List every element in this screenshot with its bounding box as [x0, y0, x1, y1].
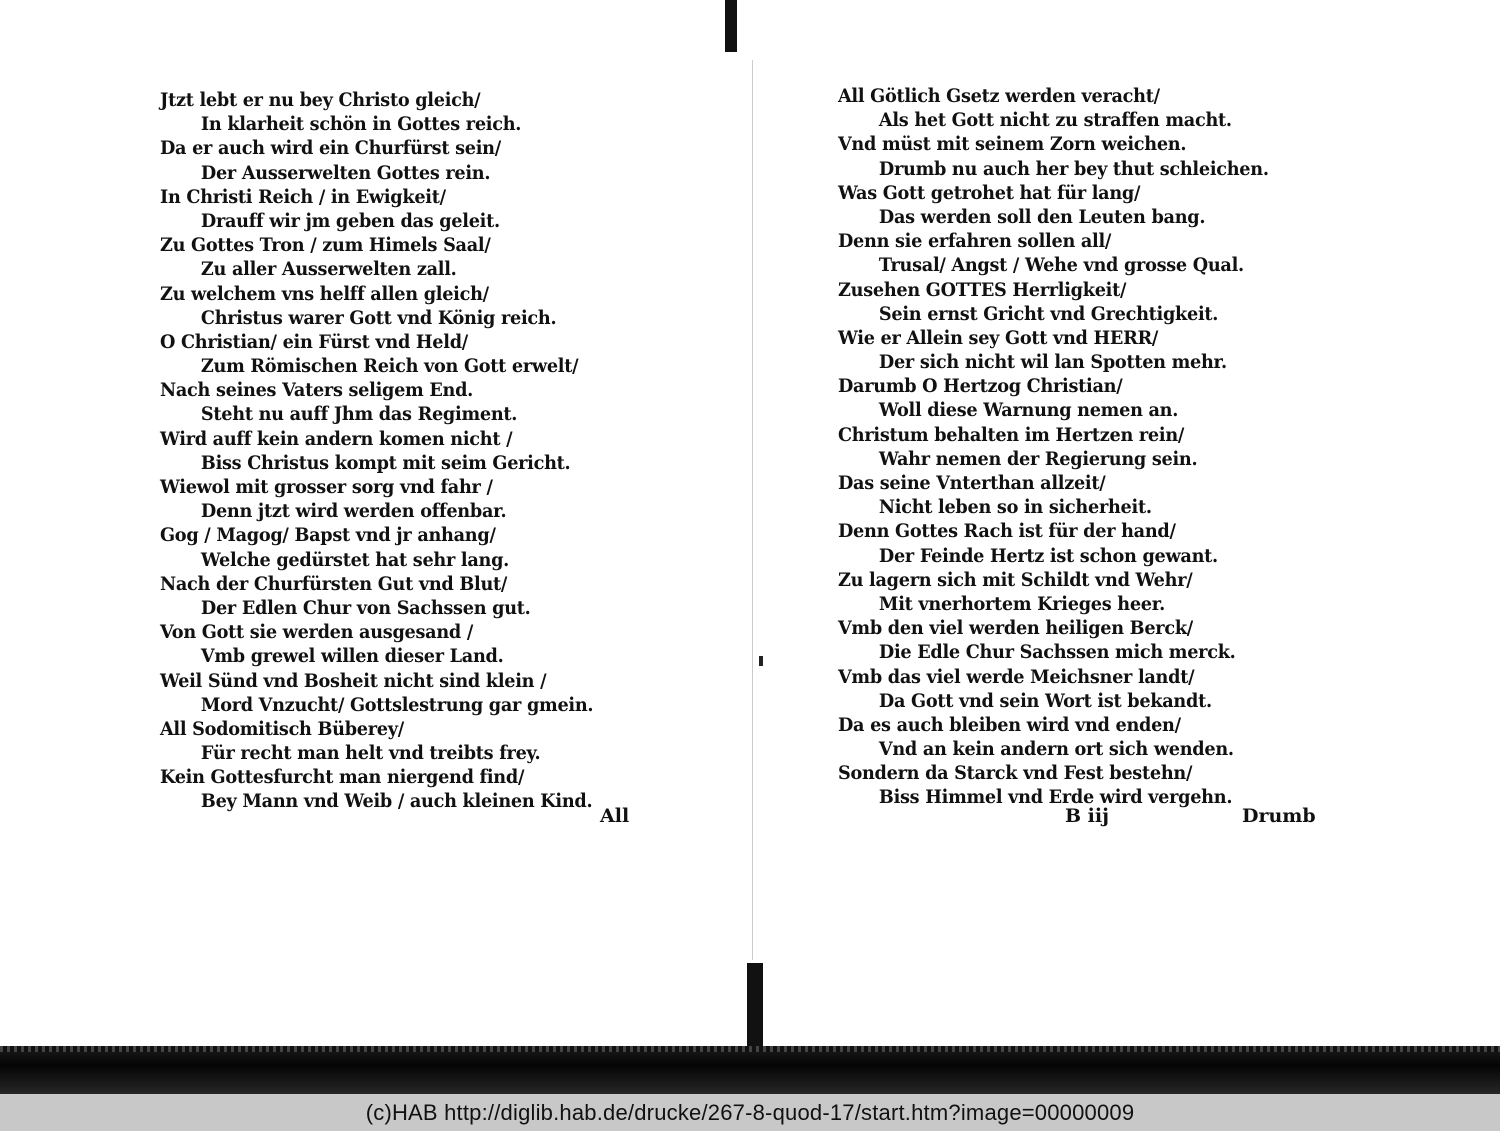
verse-line: Zusehen GOTTES Herrligkeit/	[838, 278, 1127, 301]
verse-line: Für recht man helt vnd treibts frey.	[200, 742, 541, 765]
verse-line: Welche gedürstet hat sehr lang.	[200, 548, 510, 571]
verse-line: Drauff wir jm geben das geleit.	[200, 209, 500, 232]
verse-line: Biss Himmel vnd Erde wird vergehn.	[878, 786, 1233, 809]
verse-line: Der Ausserwelten Gottes rein.	[200, 161, 491, 184]
verse-line: Sondern da Starck vnd Fest bestehn/	[838, 762, 1193, 785]
verse-line: Zu welchem vns helff allen gleich/	[160, 282, 489, 305]
verse-line: Nicht leben so in sicherheit.	[878, 496, 1152, 519]
verse-line: Christum behalten im Hertzen rein/	[838, 423, 1185, 446]
verse-line: Denn jtzt wird werden offenbar.	[200, 500, 507, 523]
right-page	[838, 84, 1398, 810]
verse-line: Das werden soll den Leuten bang.	[878, 205, 1206, 228]
verse-line: Der sich nicht wil lan Spotten mehr.	[878, 351, 1227, 374]
verse-line: In klarheit schön in Gottes reich.	[200, 113, 522, 136]
verse-line: Vmb grewel willen dieser Land.	[200, 645, 504, 668]
verse-line: Jtzt lebt er nu bey Christo gleich/	[160, 89, 481, 111]
verse-line: In Christi Reich / in Ewigkeit/	[160, 185, 446, 208]
verse-line: Mord Vnzucht/ Gottslestrung gar gmein.	[200, 693, 594, 716]
verse-line: Die Edle Chur Sachssen mich merck.	[878, 641, 1236, 664]
verse-line: Zu lagern sich mit Schildt vnd Wehr/	[838, 568, 1193, 591]
verse-line: Da er auch wird ein Churfürst sein/	[160, 137, 501, 160]
left-catchword: All	[600, 805, 630, 827]
verse-line: Darumb O Hertzog Christian/	[838, 375, 1123, 398]
verse-line: Denn Gottes Rach ist für der hand/	[838, 520, 1176, 543]
verse-line: Gog / Magog/ Bapst vnd jr anhang/	[160, 524, 496, 547]
verse-line: Wie er Allein sey Gott vnd HERR/	[838, 326, 1159, 349]
verse-line: Der Feinde Hertz ist schon gewant.	[878, 544, 1218, 567]
gutter-shadow-top	[725, 0, 737, 52]
gutter-shadow-bottom	[747, 963, 763, 1048]
verse-line: All Sodomitisch Büberey/	[160, 717, 404, 740]
verse-line: Steht nu auff Jhm das Regiment.	[200, 403, 518, 426]
verse-line: O Christian/ ein Fürst vnd Held/	[160, 330, 468, 353]
verse-line: Wahr nemen der Regierung sein.	[878, 447, 1198, 470]
verse-line: Biss Christus kompt mit seim Gericht.	[200, 451, 571, 474]
verse-line: All Götlich Gsetz werden veracht/	[838, 85, 1160, 107]
verse-line: Zum Römischen Reich von Gott erwelt/	[200, 355, 579, 378]
verse-line: Sein ernst Gricht vnd Grechtigkeit.	[878, 302, 1219, 325]
verse-line: Was Gott getrohet hat für lang/	[838, 181, 1141, 204]
verse-line: Kein Gottesfurcht man niergend find/	[160, 766, 525, 789]
book-gutter	[752, 60, 753, 960]
verse-line: Drumb nu auch her bey thut schleichen.	[878, 157, 1269, 180]
verse-line: Da Gott vnd sein Wort ist bekandt.	[878, 689, 1212, 712]
ink-speck	[759, 656, 763, 666]
verse-line: Als het Gott nicht zu straffen macht.	[878, 109, 1232, 132]
verse-line: Vnd müst mit seinem Zorn weichen.	[838, 133, 1187, 156]
verse-line: Vnd an kein andern ort sich wenden.	[878, 738, 1234, 761]
copyright-url-text: (c)HAB http://diglib.hab.de/drucke/267-8-quod-17/start.htm?image=00000009	[365, 1099, 1135, 1125]
verse-line: Vmb den viel werden heiligen Berck/	[838, 617, 1193, 640]
verse-line: Woll diese Warnung nemen an.	[878, 399, 1179, 422]
scan-bottom-edge	[0, 1046, 1500, 1094]
right-catchword: Drumb	[1242, 805, 1316, 827]
verse-line: Der Edlen Chur von Sachssen gut.	[200, 596, 531, 619]
verse-line: Nach der Churfürsten Gut vnd Blut/	[160, 572, 508, 595]
verse-line: Denn sie erfahren sollen all/	[838, 230, 1112, 253]
verse-line: Da es auch bleiben wird vnd enden/	[838, 713, 1181, 736]
verse-line: Vmb das viel werde Meichsner landt/	[838, 665, 1195, 688]
right-signature-mark: B iij	[1065, 805, 1109, 827]
verse-line: Wiewol mit grosser sorg vnd fahr /	[160, 476, 493, 498]
verse-line: Trusal/ Angst / Wehe vnd grosse Qual.	[878, 254, 1244, 277]
verse-line: Mit vnerhortem Krieges heer.	[878, 592, 1166, 615]
verse-line: Nach seines Vaters seligem End.	[160, 379, 474, 402]
left-page	[160, 88, 720, 814]
verse-line: Bey Mann vnd Weib / auch kleinen Kind.	[200, 790, 593, 813]
verse-line: Zu aller Ausserwelten zall.	[200, 258, 457, 281]
verse-line: Zu Gottes Tron / zum Himels Saal/	[160, 234, 491, 257]
verse-line: Von Gott sie werden ausgesand /	[160, 621, 474, 644]
copyright-footer	[0, 1094, 1500, 1131]
verse-line: Das seine Vnterthan allzeit/	[838, 472, 1106, 494]
verse-line: Christus warer Gott vnd König reich.	[200, 306, 557, 329]
verse-line: Weil Sünd vnd Bosheit nicht sind klein /	[160, 669, 547, 692]
verse-line: Wird auff kein andern komen nicht /	[160, 427, 513, 450]
